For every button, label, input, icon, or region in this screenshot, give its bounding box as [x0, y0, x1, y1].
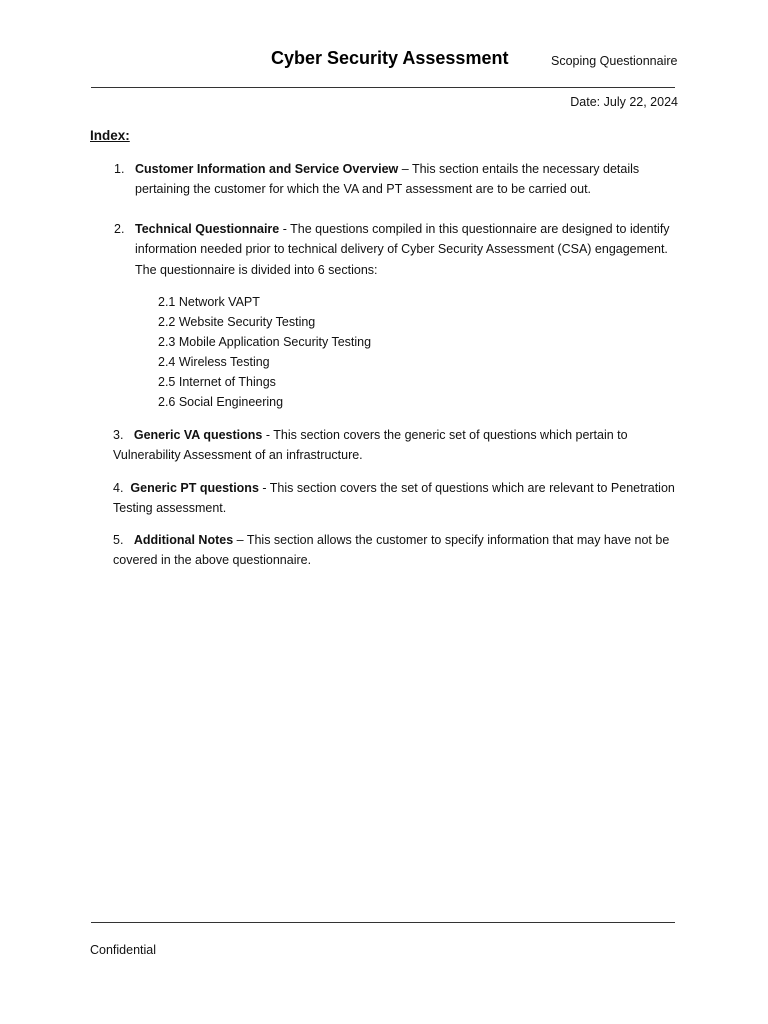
document-date: Date: July 22, 2024 — [570, 95, 678, 109]
index-item-5 — [113, 530, 688, 571]
footer-rule — [91, 922, 675, 923]
index-item-number: 1. — [114, 162, 125, 176]
index-item-title: Technical Questionnaire — [135, 222, 280, 236]
subsection-item: 2.5 Internet of Things — [158, 375, 276, 390]
index-item-description: – This section entails the necessary details pertaining the customer for which the VA and PT assessment are to be carried out. — [135, 162, 640, 197]
footer-label: Confidential — [90, 943, 157, 957]
index-heading: Index: — [90, 128, 130, 143]
subsection-item: 2.4 Wireless Testing — [158, 355, 270, 370]
index-item-4 — [113, 478, 688, 519]
document-title: Cyber Security Assessment — [271, 48, 509, 68]
header-rule — [91, 87, 675, 88]
index-item-description: - This section covers the set of questions which are relevant to Penetration Testing assessment. — [113, 481, 675, 516]
subsection-item: 2.1 Network VAPT — [158, 295, 260, 309]
index-item-description: - This section covers the generic set of questions which pertain to Vulnerability Assessment of an infrastructure. — [113, 428, 628, 463]
subsection-item: 2.3 Mobile Application Security Testing — [158, 335, 372, 350]
index-item-3 — [113, 425, 688, 466]
subsection-list — [158, 292, 371, 413]
index-item-description: – This section allows the customer to specify information that may have not be covered in the above questionnaire. — [113, 533, 670, 568]
document-subtitle: Scoping Questionnaire — [551, 54, 678, 68]
index-item-title: Additional Notes — [133, 533, 234, 547]
index-item-1 — [114, 159, 684, 200]
index-item-description: - The questions compiled in this questionnaire are designed to identify information needed prior to technical delivery of Cyber Security Assessment (CSA) engagement. The questionnaire is divided into 6 sections: — [135, 222, 670, 277]
index-item-title: Generic PT questions — [130, 481, 259, 495]
subsection-item: 2.6 Social Engineering — [158, 395, 284, 410]
index-item-number: 5. — [113, 533, 124, 547]
index-item-title: Customer Information and Service Overview — [135, 162, 399, 176]
index-item-2 — [114, 219, 684, 280]
index-item-title: Generic VA questions — [133, 428, 263, 442]
index-item-number: 3. — [113, 428, 124, 442]
index-item-number: 4. — [113, 481, 124, 495]
index-item-number: 2. — [114, 222, 125, 236]
subsection-item: 2.2 Website Security Testing — [158, 315, 316, 330]
